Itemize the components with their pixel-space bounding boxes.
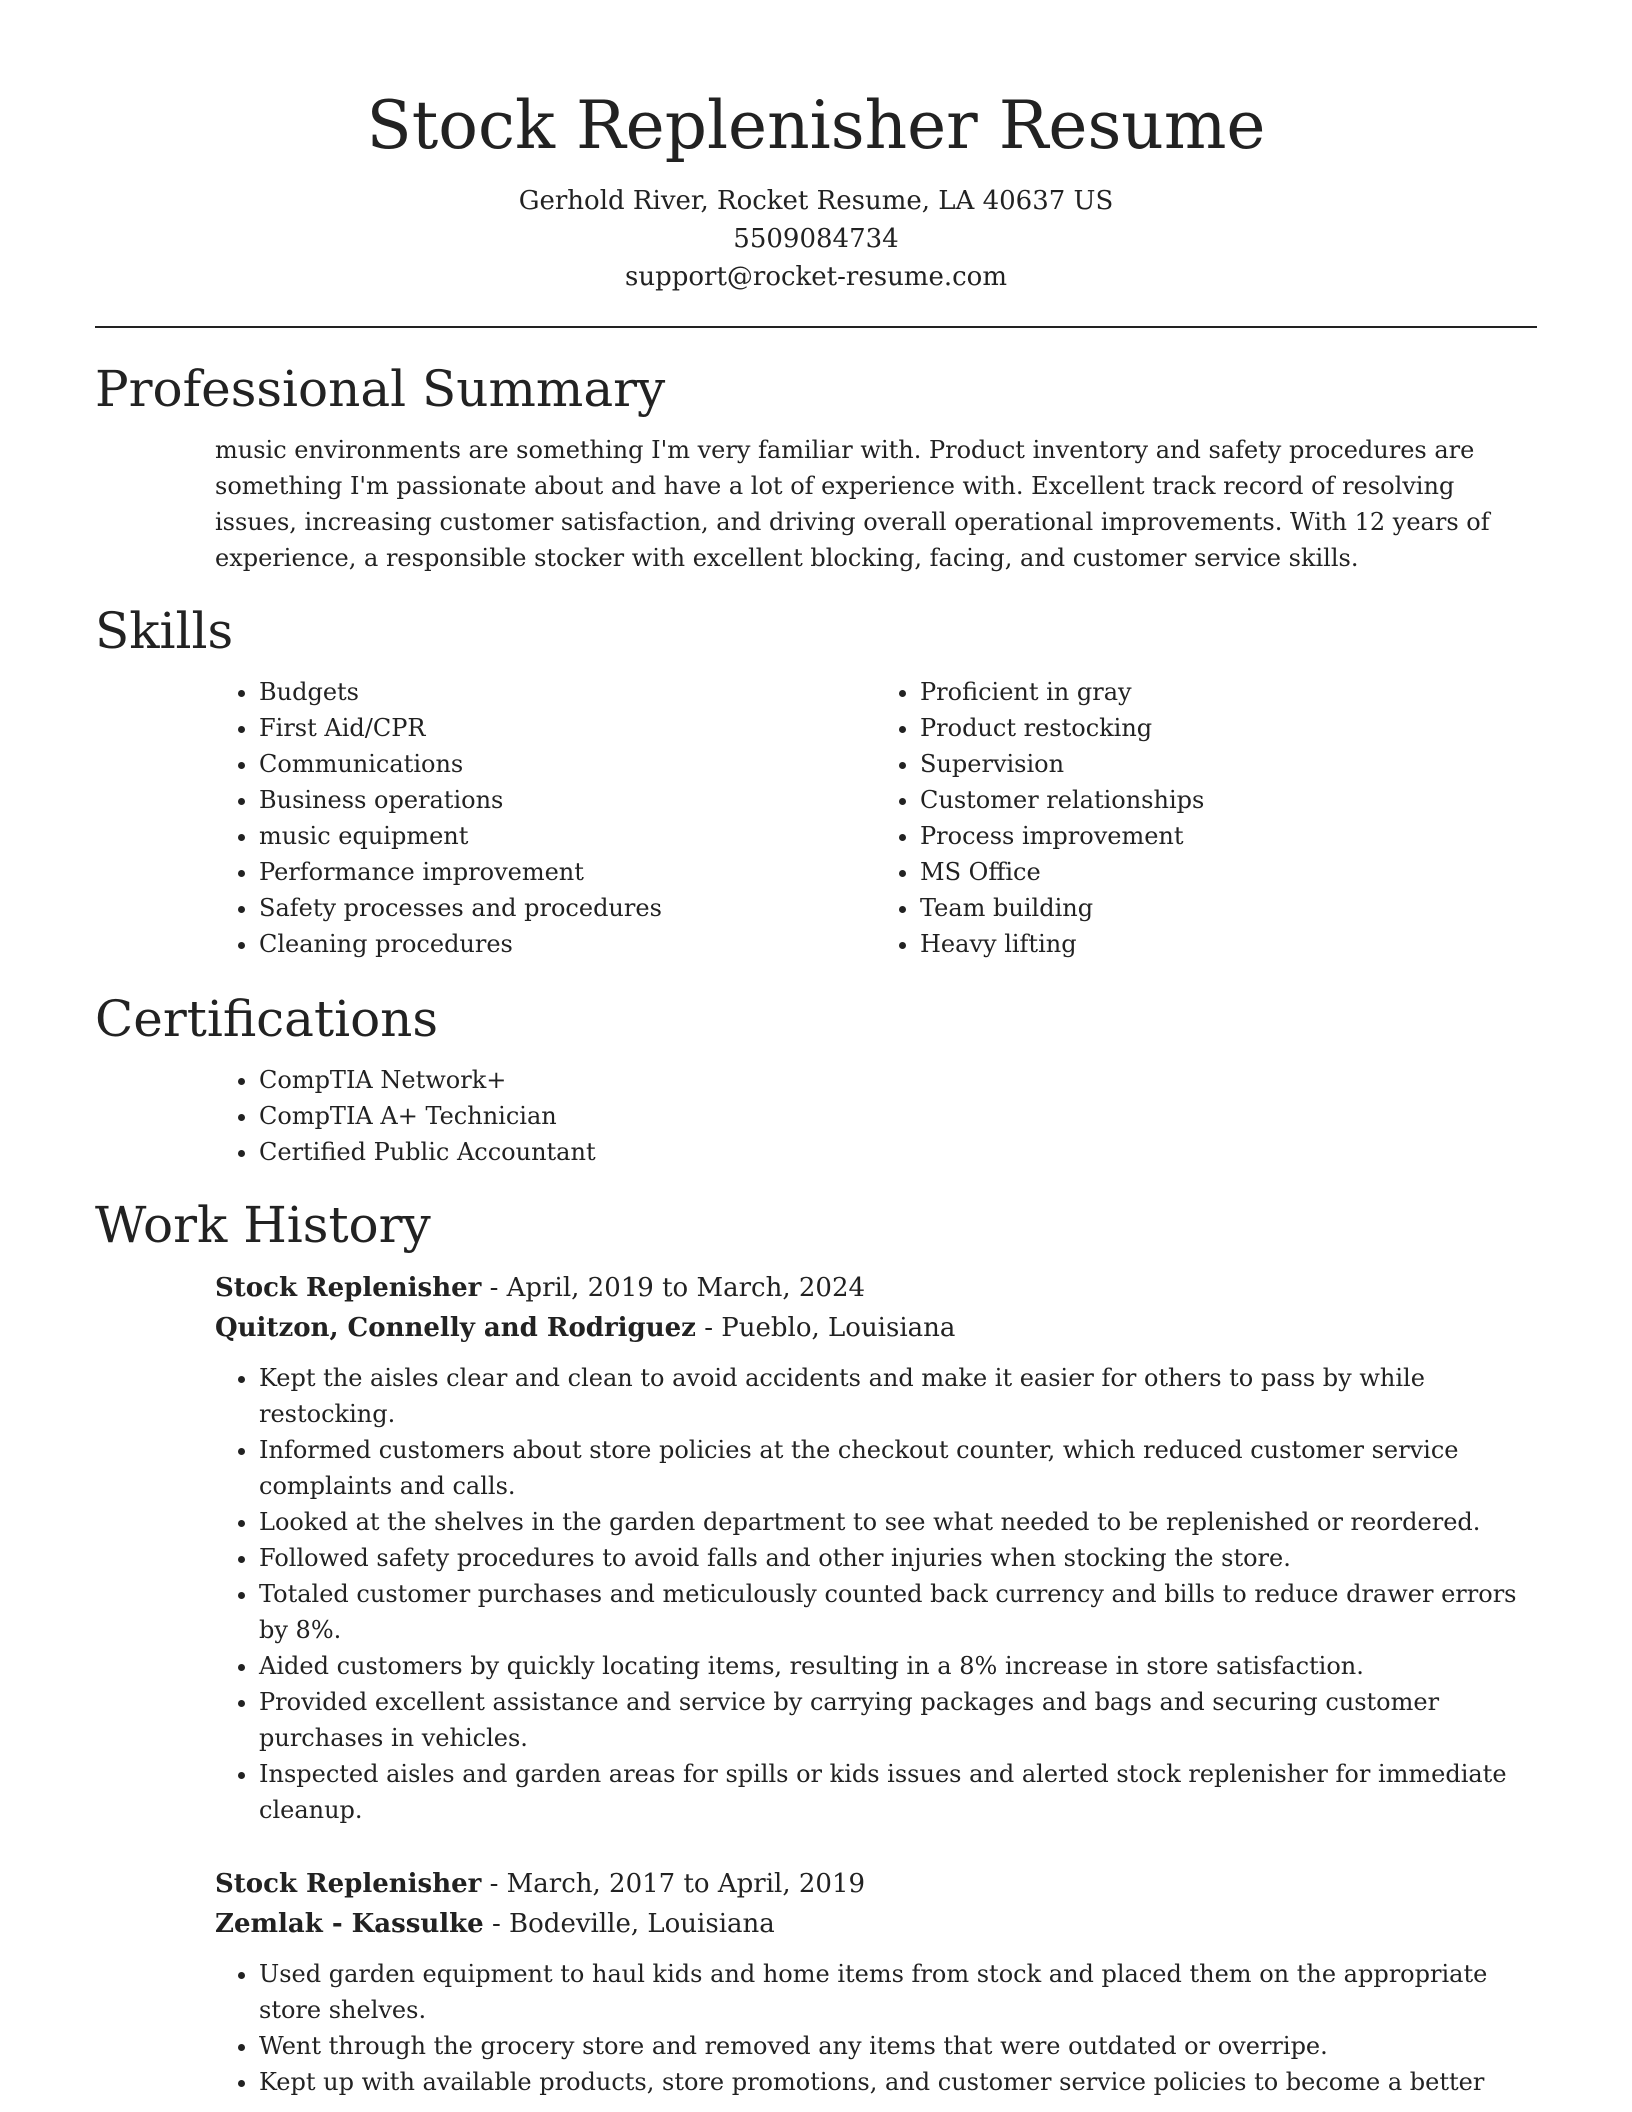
- skill-item: • MS Office: [920, 854, 1537, 890]
- job-bullet: • Aided customers by quickly locating items, resulting in a 8% increase in store satisfaction.: [259, 1648, 1537, 1684]
- certifications-section: [95, 986, 1537, 1170]
- contact-info: [95, 182, 1537, 296]
- summary-section: [95, 356, 1537, 576]
- skill-item: • Performance improvement: [259, 854, 876, 890]
- job-bullet: • Kept up with available products, store promotions, and customer service policies to become a better: [259, 2064, 1537, 2100]
- job-title: Stock Replenisher: [215, 1273, 482, 1303]
- job-bullet: • Kept the aisles clear and clean to avoid accidents and make it easier for others to pass by while restocking.: [259, 1360, 1537, 1432]
- job-location: - Pueblo, Louisiana: [695, 1313, 956, 1343]
- job-bullet: • Informed customers about store policies at the checkout counter, which reduced customer service complaints and calls.: [259, 1432, 1537, 1504]
- job-title-line: [215, 1268, 1537, 1308]
- job-bullet: • Provided excellent assistance and service by carrying packages and bags and securing customer purchases in vehicles.: [259, 1684, 1537, 1756]
- skill-item: • Communications: [259, 746, 876, 782]
- certification-item: • CompTIA A+ Technician: [259, 1098, 1537, 1134]
- skill-item: • Cleaning procedures: [259, 926, 876, 962]
- resume-header: [95, 0, 1537, 296]
- skill-item: • Product restocking: [920, 710, 1537, 746]
- skill-item: • Safety processes and procedures: [259, 890, 876, 926]
- job-bullet: • Looked at the shelves in the garden department to see what needed to be replenished or reordered.: [259, 1504, 1537, 1540]
- certifications-list: [215, 1062, 1537, 1170]
- skills-section: [95, 598, 1537, 962]
- skill-item: • Supervision: [920, 746, 1537, 782]
- certification-item: • Certified Public Accountant: [259, 1134, 1537, 1170]
- job-bullet: • Totaled customer purchases and meticulously counted back currency and bills to reduce drawer errors by 8%.: [259, 1576, 1537, 1648]
- skills-list-left: [215, 674, 876, 962]
- job-entry: [215, 1268, 1537, 1828]
- job-bullet: • Inspected aisles and garden areas for spills or kids issues and alerted stock replenisher for immediate cleanup.: [259, 1756, 1537, 1828]
- skill-item: • Business operations: [259, 782, 876, 818]
- work-history-heading: Work History: [95, 1196, 431, 1254]
- job-dates: - April, 2019 to March, 2024: [481, 1273, 866, 1303]
- skill-item: • First Aid/CPR: [259, 710, 876, 746]
- certifications-heading: Certifications: [95, 990, 439, 1048]
- job-title-line: [215, 1864, 1537, 1904]
- contact-address: Gerhold River, Rocket Resume, LA 40637 US: [518, 186, 1114, 216]
- job-location: - Bodeville, Louisiana: [483, 1909, 775, 1939]
- job-company-line: [215, 1904, 1537, 1944]
- job-company-line: [215, 1308, 1537, 1348]
- work-history-section: [95, 1192, 1537, 2100]
- job-company: Zemlak - Kassulke: [215, 1909, 484, 1939]
- skill-item: • Proficient in gray: [920, 674, 1537, 710]
- summary-heading: Professional Summary: [95, 360, 666, 418]
- page-title: Stock Replenisher Resume: [366, 87, 1266, 164]
- job-bullet: • Used garden equipment to haul kids and home items from stock and placed them on the appropriate store shelves.: [259, 1956, 1537, 2028]
- job-bullets: [215, 1956, 1537, 2100]
- skills-list-right: [876, 674, 1537, 962]
- skill-item: • Budgets: [259, 674, 876, 710]
- job-company: Quitzon, Connelly and Rodriguez: [215, 1313, 696, 1343]
- job-entry: [215, 1864, 1537, 2100]
- contact-phone: 5509084734: [733, 224, 899, 254]
- certification-item: • CompTIA Network+: [259, 1062, 1537, 1098]
- contact-email: support@rocket-resume.com: [624, 262, 1007, 292]
- job-bullets: [215, 1360, 1537, 1828]
- skills-heading: Skills: [95, 602, 234, 660]
- skill-item: • Heavy lifting: [920, 926, 1537, 962]
- skill-item: • Process improvement: [920, 818, 1537, 854]
- job-dates: - March, 2017 to April, 2019: [481, 1869, 866, 1899]
- job-bullet: • Followed safety procedures to avoid falls and other injuries when stocking the store.: [259, 1540, 1537, 1576]
- skill-item: • Customer relationships: [920, 782, 1537, 818]
- job-bullet: • Went through the grocery store and removed any items that were outdated or overripe.: [259, 2028, 1537, 2064]
- skills-grid: [215, 674, 1537, 962]
- skill-item: • music equipment: [259, 818, 876, 854]
- job-title: Stock Replenisher: [215, 1869, 482, 1899]
- skill-item: • Team building: [920, 890, 1537, 926]
- header-divider: [95, 326, 1537, 328]
- summary-text: music environments are something I'm very familiar with. Product inventory and safety procedures are something I'm passionate about and have a lot of experience with. Excellent track record of resolving issues, increasing customer satisfaction, and driving overall operational improvements. With 12 years of experience, a responsible stocker with excellent blocking, facing, and customer service skills.: [215, 436, 1490, 572]
